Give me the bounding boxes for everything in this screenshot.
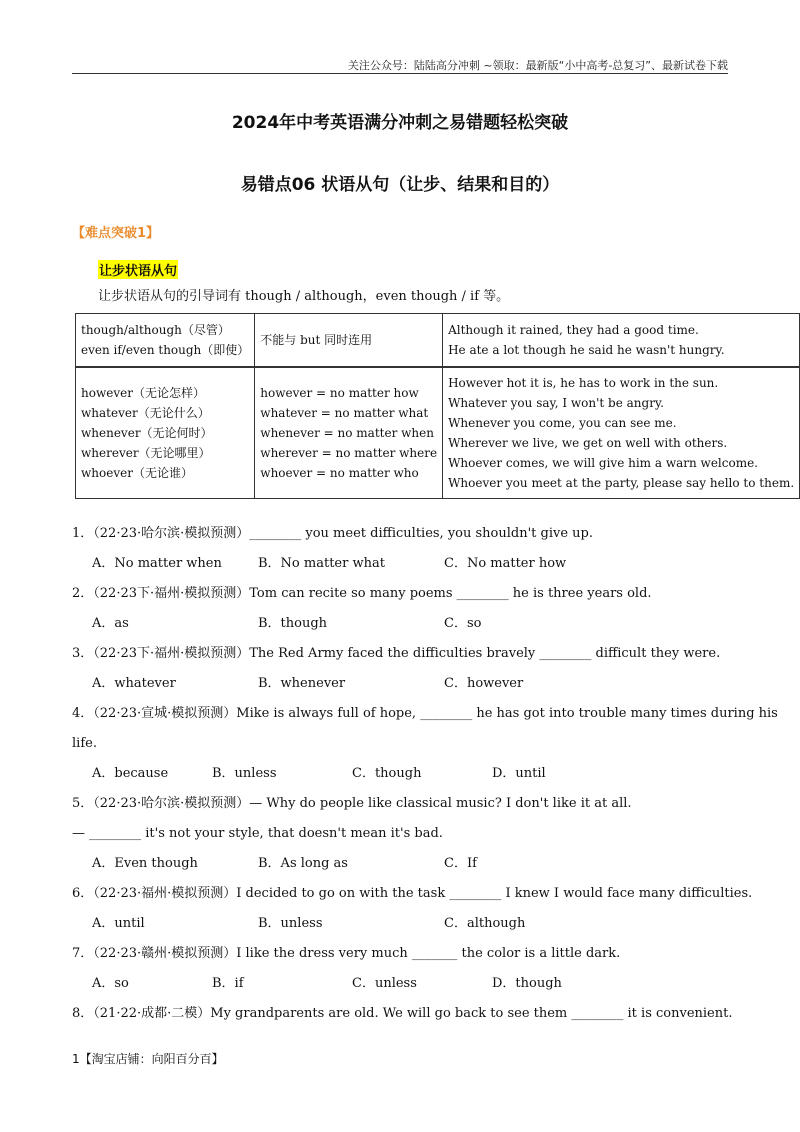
option-c[interactable]: C．although: [444, 916, 526, 931]
option-b[interactable]: B．if: [212, 976, 244, 991]
topic-intro: 让步状语从句的引导词有 though / although，even though / if 等。: [98, 289, 510, 304]
cell-line: wherever = no matter where: [260, 446, 438, 460]
table-cell-examples: [443, 314, 800, 368]
cell-line: however = no matter how: [260, 386, 419, 400]
option-a[interactable]: A．Even though: [92, 856, 198, 871]
question-stem: 3．（22·23下·福州·模拟预测）The Red Army faced the difficulties bravely ________ difficult they were.: [72, 646, 721, 661]
option-a[interactable]: A．because: [92, 766, 169, 781]
question-stem: 7．（22·23·赣州·模拟预测）I like the dress very much _______ the color is a little dark.: [72, 946, 621, 961]
option-b[interactable]: B．unless: [258, 916, 323, 931]
question-stem-continued: life.: [72, 736, 97, 751]
option-c[interactable]: C．No matter how: [444, 556, 567, 571]
option-row: [72, 909, 728, 939]
cell-line: Wherever we live, we get on well with others.: [448, 436, 728, 450]
grammar-table: [75, 313, 800, 499]
option-b[interactable]: B．whenever: [258, 676, 346, 691]
cell-line: whatever（无论什么）: [81, 406, 210, 420]
cell-line: He ate a lot though he said he wasn't hungry.: [448, 343, 725, 357]
table-row: [76, 367, 800, 499]
option-a[interactable]: A．until: [92, 916, 145, 931]
option-c[interactable]: C．If: [444, 856, 477, 871]
cell-line: whoever（无论谁）: [81, 466, 193, 480]
option-a[interactable]: A．whatever: [92, 676, 176, 691]
cell-line: whenever = no matter when: [260, 426, 434, 440]
cell-line: Although it rained, they had a good time.: [448, 323, 699, 337]
question-stem: 1．（22·23·哈尔滨·模拟预测）________ you meet difficulties, you shouldn't give up.: [72, 526, 594, 541]
header-divider: [72, 73, 728, 74]
cell-line: even if/even though（即使）: [81, 343, 250, 357]
topic-heading: 让步状语从句: [98, 260, 178, 279]
document-title: 2024年中考英语满分冲刺之易错题轻松突破: [231, 113, 569, 133]
option-d[interactable]: D．though: [492, 976, 562, 991]
question-stem: 8．（21·22·成都·二模）My grandparents are old. We will go back to see them ________ it is convenient.: [72, 1006, 733, 1021]
option-c[interactable]: C．unless: [352, 976, 417, 991]
cell-line: wherever（无论哪里）: [81, 446, 211, 460]
table-cell-conjunctions: [76, 367, 255, 499]
question-stem: 6．（22·23·福州·模拟预测）I decided to go on with the task ________ I knew I would face many difficulties.: [72, 886, 753, 901]
cell-line: whenever（无论何时）: [81, 426, 213, 440]
cell-line: Whoever you meet at the party, please say hello to them.: [448, 476, 795, 490]
cell-line: however（无论怎样）: [81, 386, 205, 400]
cell-line: However hot it is, he has to work in the sun.: [448, 376, 719, 390]
cell-line: whatever = no matter what: [260, 406, 429, 420]
option-a[interactable]: A．so: [92, 976, 129, 991]
option-b[interactable]: B．though: [258, 616, 328, 631]
footer-note: 1【淘宝店铺：向阳百分百】: [72, 1052, 224, 1066]
cell-line: whoever = no matter who: [260, 466, 419, 480]
question-stem: 4．（22·23·宣城·模拟预测）Mike is always full of hope, ________ he has got into trouble many times during his: [72, 706, 778, 721]
question-stem-continued: — ________ it's not your style, that doesn't mean it's bad.: [72, 826, 443, 841]
option-c[interactable]: C．so: [444, 616, 482, 631]
table-row: [76, 314, 800, 368]
option-row: [72, 609, 728, 639]
table-cell-conjunctions: [76, 314, 255, 368]
question-list: [72, 519, 778, 1029]
option-row: [72, 969, 728, 999]
option-a[interactable]: A．as: [92, 616, 129, 631]
cell-line: Whatever you say, I won't be angry.: [448, 396, 664, 410]
option-row: [72, 849, 728, 879]
table-cell-examples: [443, 367, 800, 499]
question-stem: 5．（22·23·哈尔滨·模拟预测）— Why do people like classical music? I don't like it at all.: [72, 796, 632, 811]
cell-line: Whenever you come, you can see me.: [448, 416, 677, 430]
cell-line: Whoever comes, we will give him a warn welcome.: [448, 456, 758, 470]
option-row: [72, 759, 728, 789]
option-b[interactable]: B．As long as: [258, 856, 348, 871]
section-tag: 【难点突破1】: [72, 226, 160, 241]
option-b[interactable]: B．No matter what: [258, 556, 385, 571]
table-cell-notes: [255, 367, 443, 499]
document-subtitle: 易错点06 状语从句（让步、结果和目的）: [240, 175, 560, 195]
table-cell-notes: [255, 314, 443, 368]
option-row: [72, 669, 728, 699]
option-b[interactable]: B．unless: [212, 766, 277, 781]
question-stem: 2．（22·23下·福州·模拟预测）Tom can recite so many poems ________ he is three years old.: [72, 586, 652, 601]
option-d[interactable]: D．until: [492, 766, 546, 781]
option-a[interactable]: A．No matter when: [92, 556, 222, 571]
option-c[interactable]: C．however: [444, 676, 524, 691]
header-note: 关注公众号：陆陆高分冲刺 ~领取：最新版“小中高考-总复习”、最新试卷下载: [347, 59, 728, 72]
cell-line: though/although（尽管）: [81, 323, 230, 337]
option-c[interactable]: C．though: [352, 766, 422, 781]
cell-line: 不能与 but 同时连用: [260, 333, 373, 347]
option-row: [72, 549, 728, 579]
